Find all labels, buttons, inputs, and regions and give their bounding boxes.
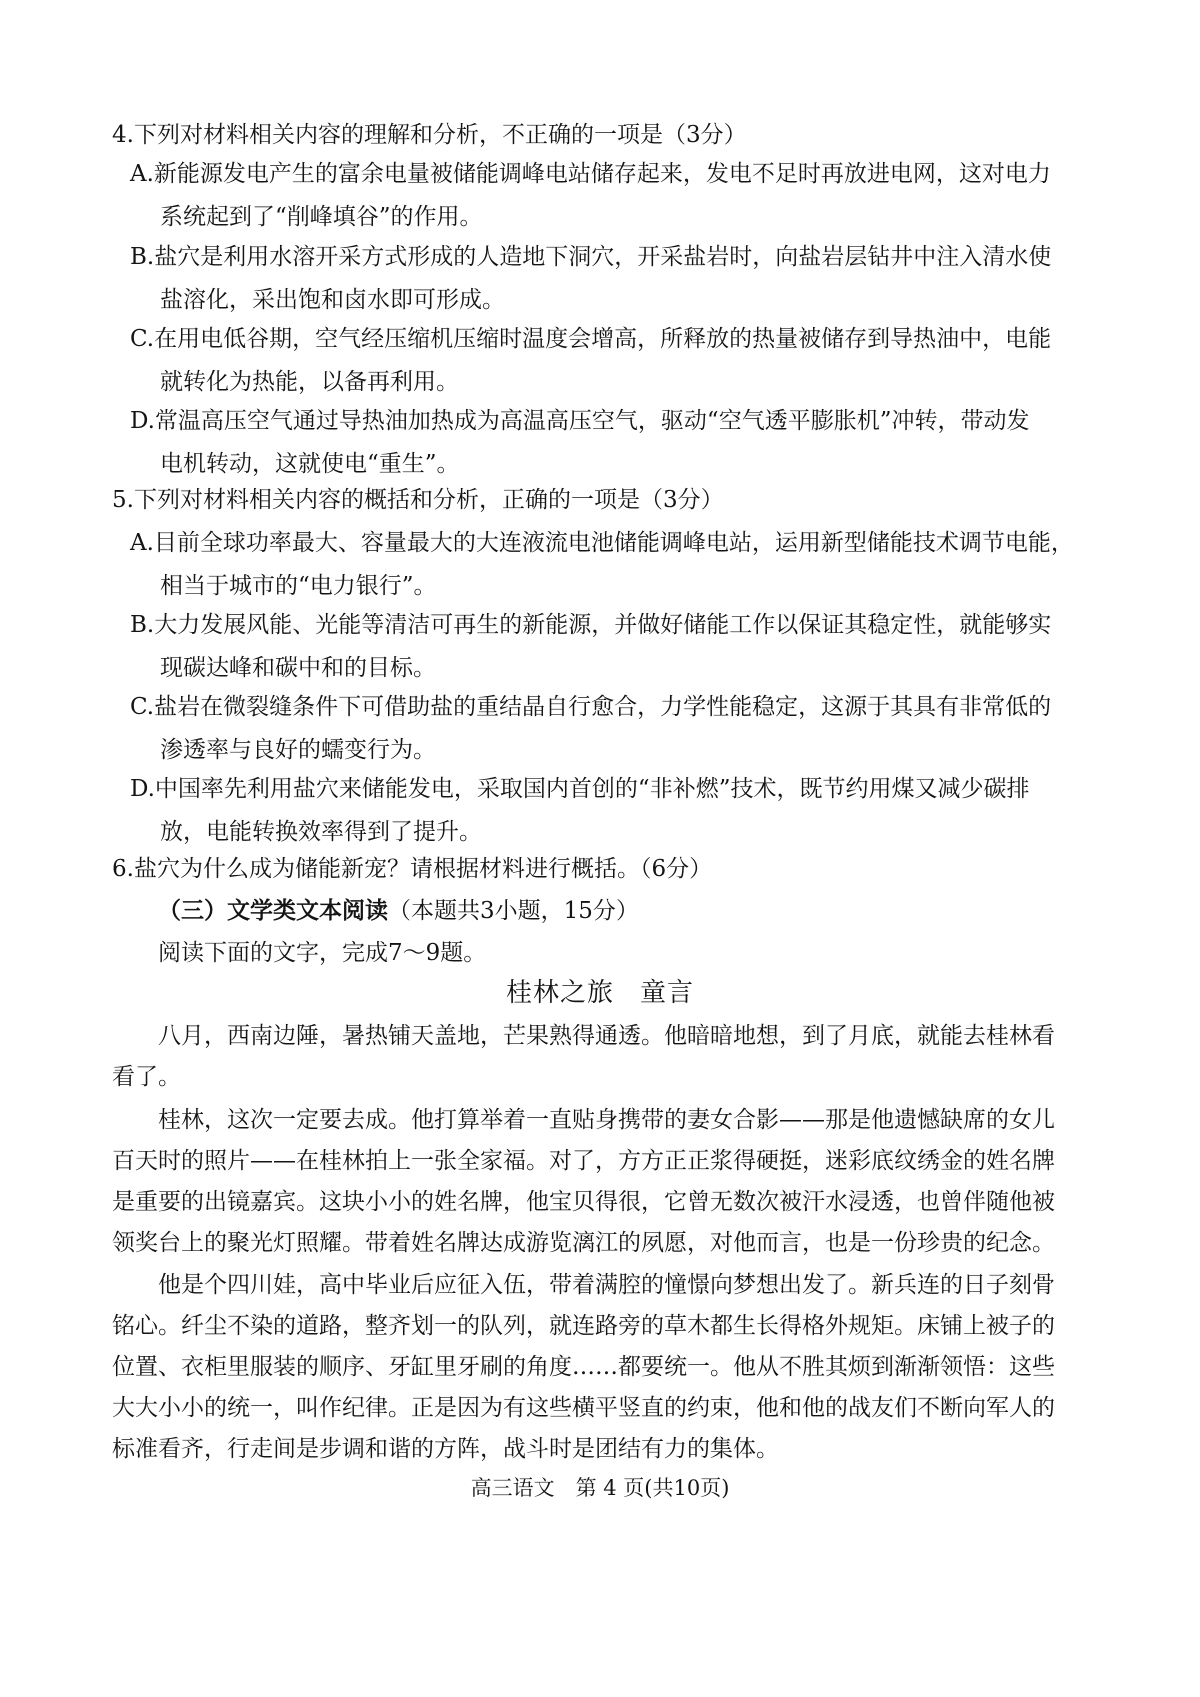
section-3-note: （本题共3小题，15分）: [388, 898, 639, 924]
q5-option-d-line1: D.中国率先利用盐穴来储能发电，采取国内首创的“非补燃”技术，既节约用煤又减少碳排: [130, 776, 1030, 802]
q4-option-c-line1: C.在用电低谷期，空气经压缩机压缩时温度会增高，所释放的热量被储存到导热油中，电能: [130, 326, 1052, 352]
q4-option-c-line2: 就转化为热能，以备再利用。: [160, 369, 459, 395]
q4-option-b-line1: B.盐穴是利用水溶开采方式形成的人造地下洞穴，开采盐岩时，向盐岩层钻井中注入清水使: [130, 244, 1052, 270]
question-6-stem: 6.盐穴为什么成为储能新宠？请根据材料进行概括。（6分）: [112, 856, 713, 882]
q5-option-d-line2: 放，电能转换效率得到了提升。: [160, 819, 482, 845]
q4-option-a-line2: 系统起到了“削峰填谷”的作用。: [160, 204, 483, 230]
story-line-1: 八月，西南边陲，暑热铺天盖地，芒果熟得通透。他暗暗地想，到了月底，就能去桂林看: [158, 1023, 1055, 1049]
q5-option-c-line2: 渗透率与良好的蠕变行为。: [160, 737, 436, 763]
q4-option-b-line2: 盐溶化，采出饱和卤水即可形成。: [160, 287, 505, 313]
story-author: 童言: [640, 978, 695, 1008]
story-line-2: 看了。: [112, 1064, 181, 1090]
story-line-11: 标准看齐，行走间是步调和谐的方阵，战斗时是团结有力的集体。: [112, 1436, 779, 1462]
q4-option-d-line1: D.常温高压空气通过导热油加热成为高温高压空气，驱动“空气透平膨胀机”冲转，带动发: [130, 408, 1030, 434]
question-5-stem: 5.下列对材料相关内容的概括和分析，正确的一项是（3分）: [112, 487, 724, 513]
q4-option-a-line1: A.新能源发电产生的富余电量被储能调峰电站储存起来，发电不足时再放进电网，这对电力: [130, 161, 1051, 187]
story-title: 桂林之旅: [505, 978, 614, 1008]
story-line-4: 百天时的照片——在桂林拍上一张全家福。对了，方方正正浆得硬挺，迷彩底纹绣金的姓名牌: [112, 1148, 1055, 1174]
q5-option-b-line2: 现碳达峰和碳中和的目标。: [160, 655, 436, 681]
q5-option-b-line1: B.大力发展风能、光能等清洁可再生的新能源，并做好储能工作以保证其稳定性，就能够实: [130, 612, 1052, 638]
question-4-stem: 4.下列对材料相关内容的理解和分析，不正确的一项是（3分）: [112, 122, 747, 148]
section-3-header: [158, 892, 639, 925]
story-line-10: 大大小小的统一，叫作纪律。正是因为有这些横平竖直的约束，他和他的战友们不断向军人的: [112, 1395, 1055, 1421]
story-line-5: 是重要的出镜嘉宾。这块小小的姓名牌，他宝贝得很，它曾无数次被汗水浸透，也曾伴随他被: [112, 1189, 1055, 1215]
story-line-6: 领奖台上的聚光灯照耀。带着姓名牌达成游览漓江的夙愿，对他而言，也是一份珍贵的纪念。: [112, 1230, 1055, 1256]
story-line-7: 他是个四川娃，高中毕业后应征入伍，带着满腔的憧憬向梦想出发了。新兵连的日子刻骨: [158, 1272, 1055, 1298]
story-line-8: 铭心。纤尘不染的道路，整齐划一的队列，就连路旁的草木都生长得格外规矩。床铺上被子的: [112, 1313, 1055, 1339]
story-line-3: 桂林，这次一定要去成。他打算举着一直贴身携带的妻女合影——那是他遗憾缺席的女儿: [158, 1107, 1055, 1133]
story-title-line: [0, 972, 1200, 1009]
section-3-heading: （三）文学类文本阅读: [158, 897, 388, 924]
q5-option-a-line2: 相当于城市的“电力银行”。: [160, 573, 437, 599]
q5-option-c-line1: C.盐岩在微裂缝条件下可借助盐的重结晶自行愈合，力学性能稳定，这源于其具有非常低的: [130, 694, 1052, 720]
page-footer: 高三语文 第 4 页(共10页): [470, 1476, 730, 1500]
story-line-9: 位置、衣柜里服装的顺序、牙缸里牙刷的角度……都要统一。他从不胜其烦到渐渐领悟：这些: [112, 1354, 1055, 1380]
q4-option-d-line2: 电机转动，这就使电“重生”。: [160, 451, 460, 477]
q5-option-a-line1: A.目前全球功率最大、容量最大的大连液流电池储能调峰电站，运用新型储能技术调节电能，: [130, 530, 1074, 556]
section-3-instruction: 阅读下面的文字，完成7～9题。: [158, 940, 487, 966]
